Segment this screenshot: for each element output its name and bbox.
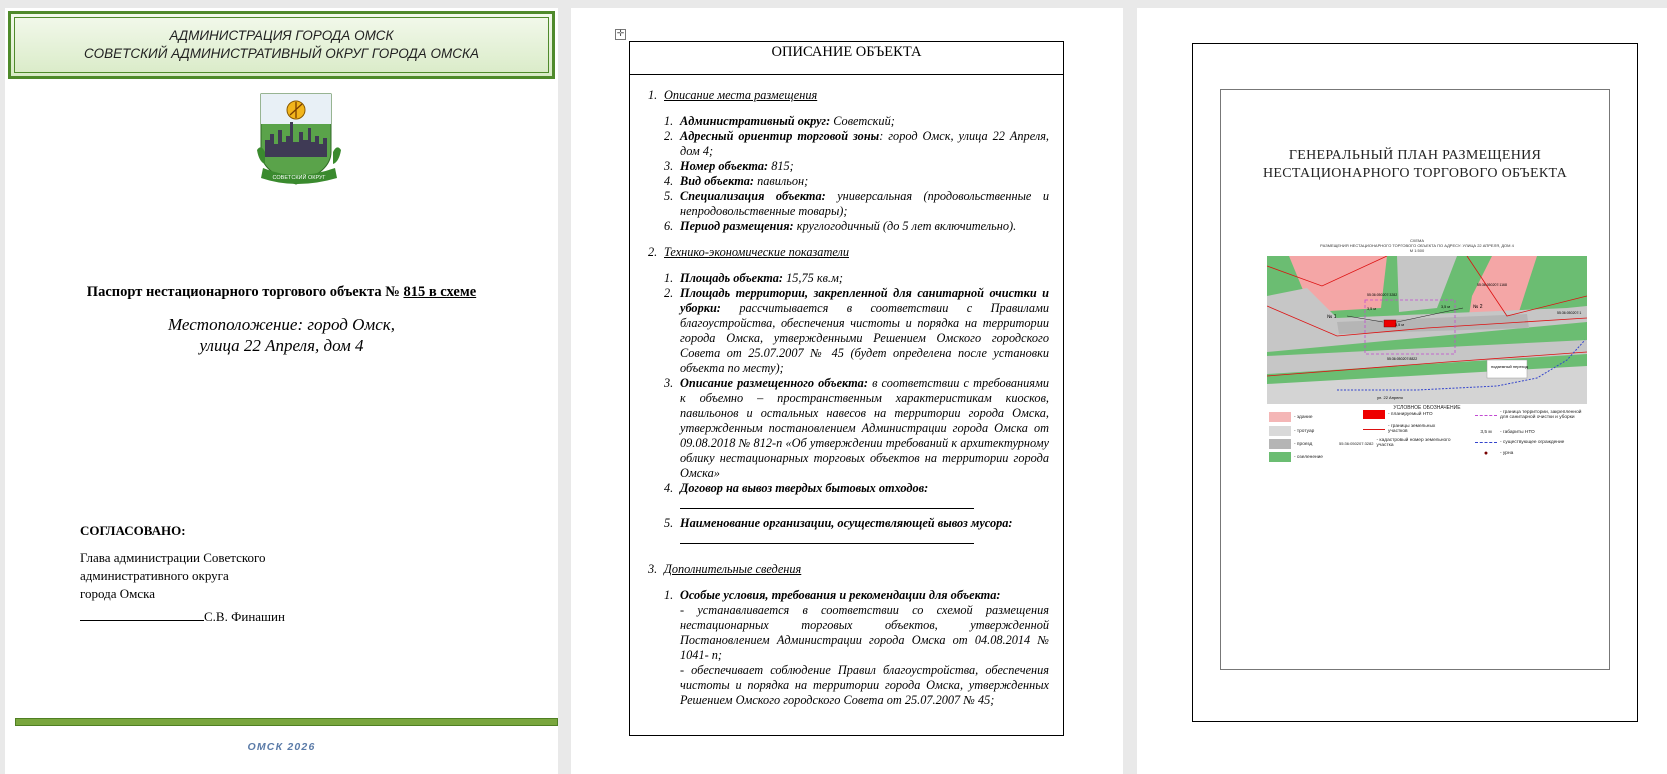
item-body [680,159,1049,174]
administration-header [8,11,555,79]
legend-planned [1363,410,1433,419]
item-label: Договор на вывоз твердых бытовых отходов: [680,481,929,495]
item-body [680,481,1049,516]
legend-swatch [1475,442,1497,443]
section3-list [664,588,1049,603]
legend-sidewalk [1269,426,1314,436]
list-item [664,114,1049,129]
item-number: 2. [664,286,674,300]
map-cadastral-3: 55:36:050207:8822 [1387,357,1418,361]
item-label: Описание размещенного объекта: [680,376,868,390]
item-label: Площадь объекта: [680,271,784,285]
item-text: 815; [768,159,794,173]
table-move-handle-icon[interactable]: ✛ [616,29,625,39]
item-label: Площадь территории, закрепленной для санитарной очистки и уборки: [680,286,1049,315]
item-text: рассчитывается в соответствии с Правилами благоустройства, обеспечения чистоты и порядка на территории города Омска, утвержденными Решением Омского городского Совета от 25.07.2007 № 45 (будет определена после установки объекта по месту); [680,301,1049,375]
item-number: 1. [664,114,674,128]
admin-title-line1: АДМИНИСТРАЦИЯ ГОРОДА ОМСК [169,28,394,43]
head-of-administration [80,549,266,603]
signature-line [80,609,285,625]
district-coat-of-arms [253,92,345,192]
item-number: 3. [664,376,674,390]
scheme-line3: М 1:500 [1409,248,1425,253]
map-cadastral-4: 55:36:050207:1 [1557,311,1582,315]
scheme-line2: РАЗМЕЩЕНИЯ НЕСТАЦИОНАРНОГО ТОРГОВОГО ОБЪЕКТА ПО АДРЕСУ: УЛИЦА 22 АПРЕЛЯ, ДОМ 4 [1320,243,1514,248]
legend-swatch [1269,426,1291,436]
list-item [664,588,1049,603]
map-cadastral-1: 55:36:050207:3282 [1367,293,1398,297]
list-item [664,159,1049,174]
agreed-label: СОГЛАСОВАНО: [80,523,186,538]
item-label: Адресный ориентир торговой зоны [680,129,880,143]
list-item [664,174,1049,189]
item-number: 1. [664,271,674,285]
passport-object-number: 815 в схеме [403,284,477,300]
legend-label: - граница территории, закрепленной для санитарной очистки и уборки [1500,410,1582,420]
map-label-street: ул. 22 Апреля [1377,395,1403,400]
fill-in-blank [680,534,974,544]
legend-driveway [1269,439,1312,449]
list-item [664,376,1049,481]
item-body [680,174,1049,189]
head-line1: Глава администрации Советского [80,550,266,565]
list-item [664,271,1049,286]
item-body [680,286,1049,376]
item-label: Наименование организации, осуществляющей вывоз мусора: [680,516,1013,530]
item-body [680,376,1049,481]
legend-swatch-text: 3,5 м [1480,430,1492,435]
list-item [664,481,1049,516]
signatory-name: С.В. Финашин [204,609,285,624]
legend-label: - здание [1294,414,1313,420]
item-number: 4. [664,174,674,188]
section-title: Описание места размещения [664,88,818,102]
map-label-n1: № 1 [1327,314,1337,320]
general-plan-title-line2: НЕСТАЦИОНАРНОГО ТОРГОВОГО ОБЪЕКТА [1262,166,1568,181]
item-text: Советский; [830,114,895,128]
legend-swatch [1363,429,1385,430]
legend-swatch [1269,452,1291,462]
emblem-ribbon-text: СОВЕТСКИЙ ОКРУГ [272,175,326,181]
legend-label: - существующее ограждение [1500,440,1565,445]
item-label: Особые условия, требования и рекомендации для объекта: [680,588,1001,602]
section-title: Технико-экономические показатели [664,245,849,259]
legend-swatch [1363,410,1385,419]
legend-title: УСЛОВНОЕ ОБОЗНАЧЕНИЕ [1393,405,1461,411]
section-number: 1. [648,88,658,102]
legend-swatch [1475,415,1497,416]
list-item [664,129,1049,159]
legend-urn [1475,450,1513,457]
item-number: 5. [664,516,674,530]
special-condition-2: - обеспечивает соблюдение Правил благоустройства, обеспечения чистоты и порядка на территории города Омска, утвержденных Решением Омского городского Совета от 25.07.2007 № 45; [680,663,1049,707]
fill-in-blank [680,499,974,509]
legend-label: - урна [1500,451,1514,456]
description-table [629,41,1064,736]
map-distance-3: 3,5 м [1395,323,1404,327]
legend-label: - габариты НТО [1500,430,1535,435]
map-cadastral-2: 55:36:050207:1168 [1477,283,1507,287]
item-label: Специализация объекта: [680,189,826,203]
signature-blank [80,609,204,621]
location-line2: улица 22 Апреля, дом 4 [199,336,364,355]
administration-header-inner [14,17,549,73]
legend-territory [1475,410,1585,420]
item-label: Вид объекта: [680,174,755,188]
general-plan-title-line1: ГЕНЕРАЛЬНЫЙ ПЛАН РАЗМЕЩЕНИЯ [1288,148,1542,163]
legend-fence [1475,440,1564,445]
footer-bar [15,718,558,726]
legend-label: - озеленение [1294,454,1323,460]
item-number: 6. [664,219,674,233]
crossing-box [1487,360,1527,378]
list-item [664,516,1049,551]
item-text: павильон; [754,174,809,188]
section-number: 3. [648,562,658,576]
item-number: 5. [664,189,674,203]
section-heading [648,245,1049,260]
section-title: Дополнительные сведения [664,562,802,576]
legend-urn-dot-icon: ● [1483,450,1489,457]
item-body [680,114,1049,129]
list-item [664,189,1049,219]
passport-title-prefix: Паспорт нестационарного торгового объекта № [86,284,404,300]
scheme-header [1262,238,1572,253]
section-heading [648,562,1049,577]
special-conditions [680,603,1049,708]
site-plan-map [1267,256,1587,404]
section1-list [664,114,1049,234]
item-body [680,516,1049,551]
item-body [680,588,1049,603]
legend-label: - планируемый НТО [1388,412,1433,417]
general-plan-title [1220,147,1610,183]
item-text: круглогодичный (до 5 лет включительно). [793,219,1017,233]
section2-list [664,271,1049,551]
item-text: универсальная (продовольственные и непродовольственные товары); [680,189,1050,218]
description-content [648,88,1049,708]
special-condition-1: - устанавливается в соответствии со схемой размещения нестационарных торговых объектов, утвержденной Постановлением Администрации города Омска от 04.08.2014 № 1041- п; [680,603,1049,662]
legend-greenery [1269,452,1323,462]
item-body [680,271,1049,286]
scheme-line1: СХЕМА [1410,238,1424,243]
location-line1: Местоположение: город Омск, [168,315,395,334]
item-label: Период размещения: [680,219,794,233]
site-plan-drawing [1267,256,1587,404]
item-number: 3. [664,159,674,173]
legend-swatch [1269,439,1291,449]
item-body [680,189,1049,219]
section-heading [648,88,1049,103]
description-page [571,8,1123,774]
legend-label: - границы земельных участков [1388,424,1436,434]
legend-swatch [1269,412,1291,422]
list-item [664,286,1049,376]
location [5,314,558,356]
legend-label: - проезд [1294,441,1313,447]
legend-size [1475,430,1535,435]
map-legend [1267,404,1587,463]
item-label: Административный округ: [680,114,831,128]
map-label-n2: № 2 [1473,304,1483,310]
list-item [664,219,1049,234]
item-body [680,219,1049,234]
map-distance-2: 3,5 м [1441,305,1450,309]
section-number: 2. [648,245,658,259]
map-distance-1: 3,5 м [1367,307,1376,311]
item-number: 2. [664,129,674,143]
item-body [680,129,1049,159]
legend-cadastral [1339,438,1459,448]
legend-building [1269,412,1313,422]
legend-label: - кадастровый номер земельного участка [1376,438,1451,448]
passport-title [5,284,558,301]
footer-city-year: ОМСК 2026 [247,741,316,753]
head-line3: города Омска [80,586,156,601]
cover-page [5,8,558,774]
item-text: 15,75 кв.м; [783,271,843,285]
head-line2: административного округа [80,568,229,583]
map-label-crossing: подземный переход [1491,364,1529,369]
legend-boundaries [1363,424,1453,434]
legend-swatch-text: 55:36:050207:3282 [1339,440,1374,446]
legend-label: - тротуар [1294,428,1315,434]
item-number: 4. [664,481,674,495]
item-number: 1. [664,588,674,602]
admin-title-line2: СОВЕТСКИЙ АДМИНИСТРАТИВНЫЙ ОКРУГ ГОРОДА ОМСКА [83,46,479,61]
item-text: : город Омск, улица 22 Апреля, дом 4; [680,129,1050,158]
description-title: ОПИСАНИЕ ОБЪЕКТА [630,42,1063,75]
item-text: в соответствии с требованиями к объемно – пространственным характеристикам киосков, павильонов и остальных навесов на территории города Омска, утвержденным постановлением Администрации города Омска от 09.08.2018 № 812-п «Об утверждении требований к архитектурному облику нестационарных торговых объектов на территории города Омска» [680,376,1049,480]
item-label: Номер объекта: [680,159,769,173]
general-plan-page [1137,8,1667,774]
